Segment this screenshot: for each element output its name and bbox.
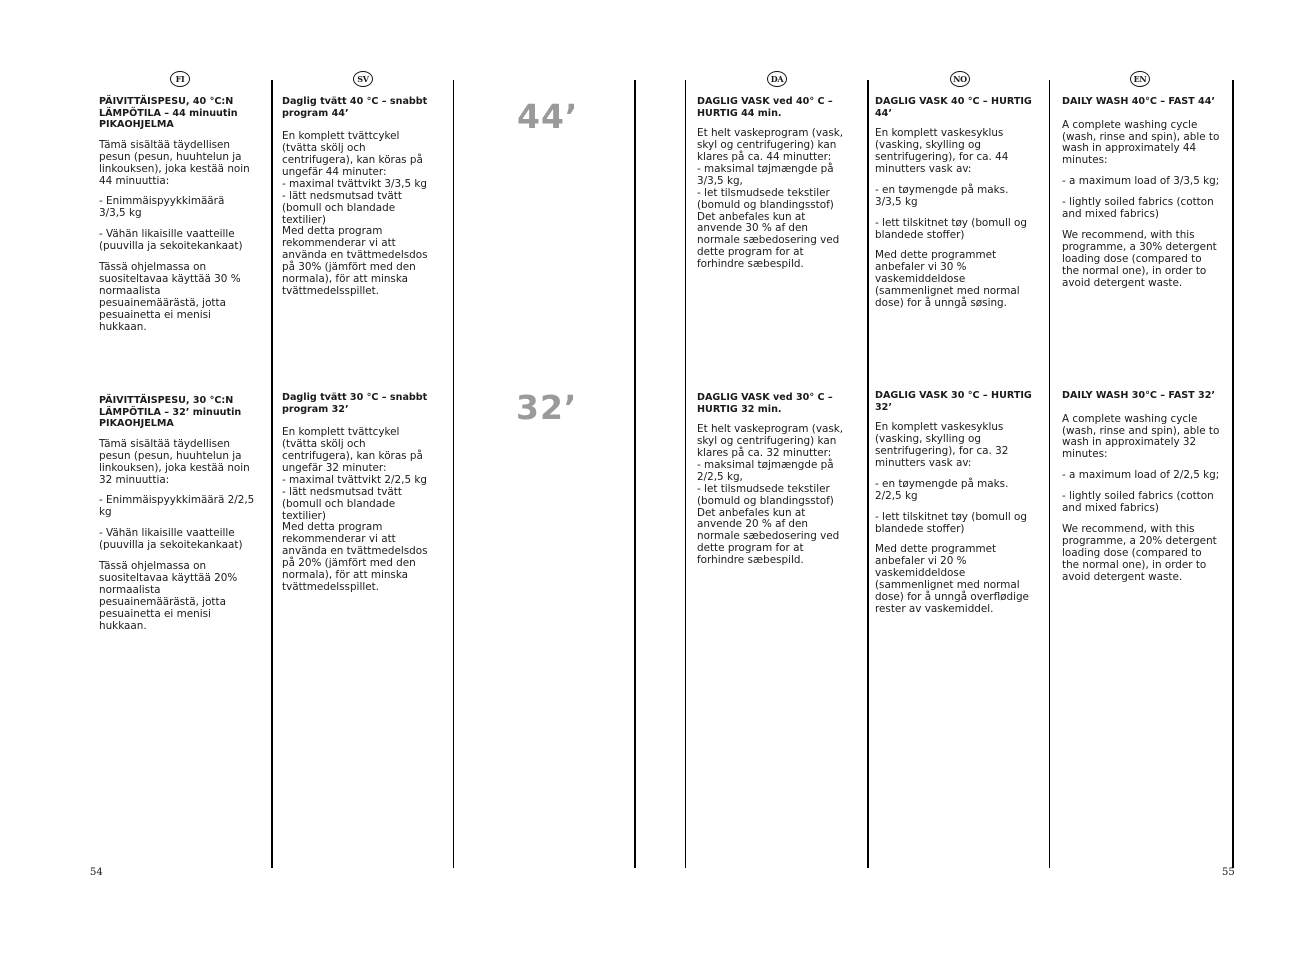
language-badge-da: DA <box>767 71 787 87</box>
section-heading: DAGLIG VASK 30 °C – HURTIG 32’ <box>875 390 1032 413</box>
paragraph: - Enimmäispyykkimäärä 2/2,5 kg <box>99 494 255 519</box>
no-section-44 <box>875 96 1045 319</box>
fi-section-44 <box>99 96 267 342</box>
section-heading: DAGLIG VASK 40 °C – HURTIG 44’ <box>875 96 1032 119</box>
paragraph: - lightly soiled fabrics (cotton and mixed fabrics) <box>1062 196 1214 221</box>
section-heading: DAILY WASH 30°C – FAST 32’ <box>1062 390 1216 401</box>
language-badge-en: EN <box>1130 71 1150 87</box>
paragraph: En komplett vaskesyklus (vasking, skylling og sentrifugering), for ca. 44 minutters vask av: <box>875 127 1009 175</box>
sv-section-44 <box>282 96 450 307</box>
paragraph: We recommend, with this programme, a 30% detergent loading dose (compared to the normal one), in order to avoid detergent waste. <box>1062 228 1217 289</box>
section-heading: DAGLIG VASK ved 30° C – HURTIG 32 min. <box>697 392 833 415</box>
en-section-32 <box>1062 390 1230 592</box>
paragraph: - en tøymengde på maks. 3/3,5 kg <box>875 183 1009 208</box>
paragraph: - Vähän likaisille vaatteille (puuvilla ja sekoitekankaat) <box>99 527 243 552</box>
section-heading: PÄIVITTÄISPESU, 30 °C:N LÄMPÖTILA – 32’ minuutin PIKAOHJELMA <box>99 395 242 430</box>
paragraph: A complete washing cycle (wash, rinse and spin), able to wash in approximately 32 minutes: <box>1062 412 1220 461</box>
section-heading: DAGLIG VASK ved 40° C – HURTIG 44 min. <box>697 96 833 119</box>
da-section-32 <box>697 392 865 576</box>
section-heading: Daglig tvätt 30 °C – snabbt program 32’ <box>282 392 428 415</box>
paragraph: Tämä sisältää täydellisen pesun (pesun, huuhtelun ja linkouksen), joka kestää noin 32 minuuttia: <box>99 437 250 486</box>
en-section-44 <box>1062 96 1230 298</box>
paragraph: En komplett vaskesyklus (vasking, skylling og sentrifugering), for ca. 32 minutters vask av: <box>875 421 1009 469</box>
fi-section-32 <box>99 395 267 641</box>
column-divider <box>867 80 869 868</box>
language-badge-sv: SV <box>353 71 373 87</box>
paragraph: Tässä ohjelmassa on suositeltavaa käyttää 30 % normaalista pesuainemäärästä, jotta pesuainetta ei menisi hukkaan. <box>99 261 241 333</box>
section-heading: Daglig tvätt 40 °C – snabbt program 44’ <box>282 96 428 119</box>
page-number-left: 54 <box>90 867 103 878</box>
da-section-44 <box>697 96 865 280</box>
paragraph: Et helt vaskeprogram (vask, skyl og centrifugering) kan klares på ca. 32 minutter: - maksimal tøjmængde på 2/2,5 kg, - let tilsmudsede tekstiler (bomuld og blandingsstof) Det anbefales kun at anvende 20 % af den normale sæbedosering ved dette program for at forhindre sæbespild. <box>697 423 844 567</box>
paragraph: - Enimmäispyykkimäärä 3/3,5 kg <box>99 195 225 220</box>
section-heading: PÄIVITTÄISPESU, 40 °C:N LÄMPÖTILA – 44 minuutin PIKAOHJELMA <box>99 96 238 131</box>
paragraph: - Vähän likaisille vaatteille (puuvilla ja sekoitekankaat) <box>99 228 243 253</box>
paragraph: En komplett tvättcykel (tvätta skölj och centrifugera), kan köras på ungefär 44 minuter: - maximal tvättvikt 3/3,5 kg - lätt nedsmutsad tvätt (bomull och blandade textilier) Med detta program rekommenderar vi att använda en tvättmedelsdos på 30% (jämfört med den normala), för att minska tvättmedelsspillet. <box>282 130 428 297</box>
paragraph: - lett tilskitnet tøy (bomull og blandede stoffer) <box>875 216 1028 241</box>
paragraph: - lett tilskitnet tøy (bomull og blandede stoffer) <box>875 510 1028 535</box>
no-section-32 <box>875 390 1045 625</box>
column-divider <box>1232 80 1234 868</box>
column-divider <box>271 80 273 868</box>
sv-section-32 <box>282 392 450 603</box>
paragraph: Tässä ohjelmassa on suositeltavaa käyttää 20% normaalista pesuainemäärästä, jotta pesuainetta ei menisi hukkaan. <box>99 560 238 632</box>
paragraph: We recommend, with this programme, a 20% detergent loading dose (compared to the normal one), in order to avoid detergent waste. <box>1062 522 1217 583</box>
paragraph: En komplett tvättcykel (tvätta skölj och centrifugera), kan köras på ungefär 32 minuter: - maximal tvättvikt 2/2,5 kg - lätt nedsmutsad tvätt (bomull och blandade textilier) Med detta program rekommenderar vi att använda en tvättmedelsdos på 20% (jämfört med den normala), för att minska tvättmedelsspillet. <box>282 426 428 593</box>
column-divider <box>685 80 686 868</box>
language-badge-no: NO <box>950 71 970 87</box>
paragraph: - a maximum load of 2/2,5 kg; <box>1062 469 1220 482</box>
paragraph: Tämä sisältää täydellisen pesun (pesun, huuhtelun ja linkouksen), joka kestää noin 44 minuuttia: <box>99 138 250 187</box>
paragraph: A complete washing cycle (wash, rinse and spin), able to wash in approximately 44 minutes: <box>1062 118 1220 167</box>
program-duration-44: 44’ <box>517 97 579 136</box>
column-divider <box>1049 80 1050 868</box>
paragraph: Med dette programmet anbefaler vi 20 % vaskemiddeldose (sammenlignet med normal dose) for å unngå overflødige rester av vaskemiddel. <box>875 543 1029 615</box>
program-duration-32: 32’ <box>516 388 578 427</box>
section-heading: DAILY WASH 40°C – FAST 44’ <box>1062 96 1216 107</box>
paragraph: - en tøymengde på maks. 2/2,5 kg <box>875 477 1009 502</box>
paragraph: Et helt vaskeprogram (vask, skyl og centrifugering) kan klares på ca. 44 minutter: - maksimal tøjmængde på 3/3,5 kg, - let tilsmudsede tekstiler (bomuld og blandingsstof) Det anbefales kun at anvende 30 % af den normale sæbedosering ved dette program for at forhindre sæbespild. <box>697 127 844 271</box>
paragraph: Med dette programmet anbefaler vi 30 % vaskemiddeldose (sammenlignet med normal dose) for å unngå søsing. <box>875 249 1020 310</box>
paragraph: - a maximum load of 3/3,5 kg; <box>1062 175 1220 188</box>
column-divider <box>453 80 454 868</box>
paragraph: - lightly soiled fabrics (cotton and mixed fabrics) <box>1062 490 1214 515</box>
page-divider <box>634 80 636 868</box>
language-badge-fi: FI <box>170 71 190 87</box>
page-number-right: 55 <box>1222 867 1235 878</box>
